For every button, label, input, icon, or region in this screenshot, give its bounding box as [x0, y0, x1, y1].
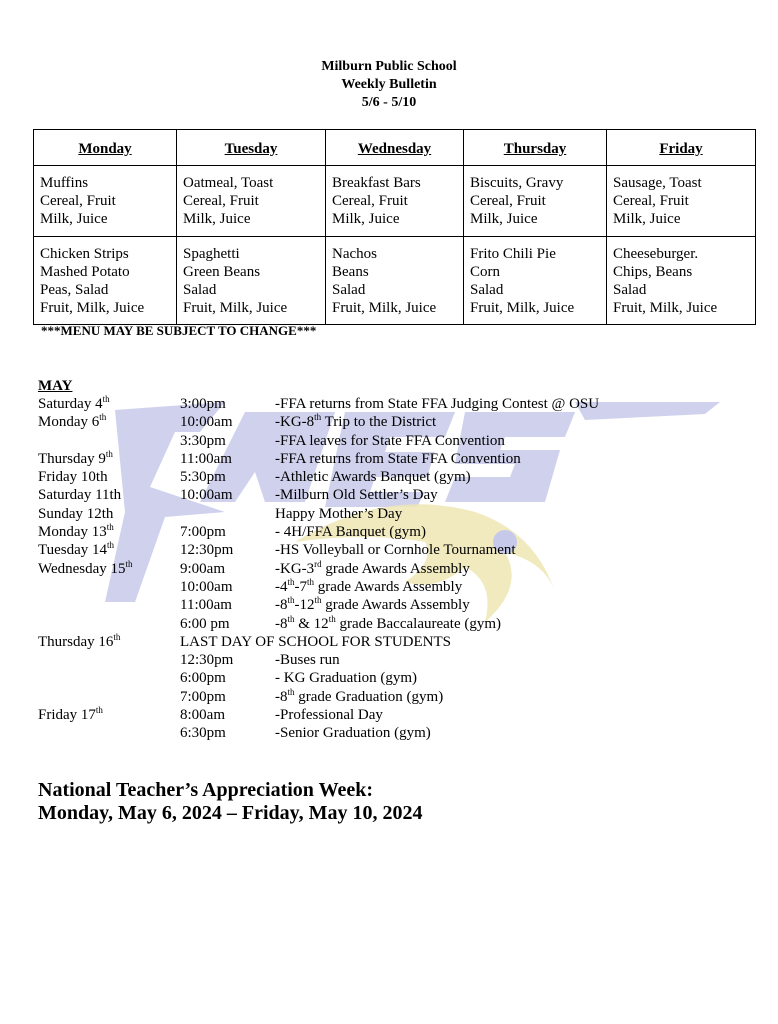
- schedule-time: 5:30pm: [180, 469, 226, 486]
- lunch-cell: Nachos Beans Salad Fruit, Milk, Juice: [326, 237, 464, 325]
- schedule-day: Friday 10th: [38, 469, 108, 486]
- schedule-event: - KG Graduation (gym): [275, 670, 418, 687]
- schedule-day: Sunday 12th: [38, 505, 114, 522]
- schedule-time: 11:00am: [180, 450, 232, 467]
- schedule-time: 9:00am: [180, 560, 225, 577]
- schedule-time: 10:00am: [180, 487, 233, 504]
- schedule-event: -FFA returns from State FFA Judging Contest @ OSU: [275, 396, 600, 412]
- schedule-event: - 4H/FFA Banquet (gym): [275, 524, 426, 541]
- day-thursday: Thursday: [464, 130, 607, 166]
- schedule-row: [38, 541, 738, 559]
- schedule-event: -Athletic Awards Banquet (gym): [275, 469, 471, 486]
- schedule-row: [38, 560, 738, 578]
- schedule-row: [38, 633, 738, 651]
- schedule-day: Friday 17th: [38, 705, 103, 724]
- menu-table: [33, 129, 756, 325]
- schedule-time: 6:30pm: [180, 725, 226, 742]
- schedule-event: -4th-7th grade Awards Assembly: [275, 576, 463, 595]
- day-monday: Monday: [34, 130, 177, 166]
- day-wednesday: Wednesday: [326, 130, 464, 166]
- schedule-time: 3:30pm: [180, 432, 226, 449]
- schedule-day: Thursday 16th: [38, 631, 121, 650]
- schedule-row: [38, 615, 738, 633]
- schedule-time: 8:00am: [180, 707, 225, 724]
- schedule-row: [38, 669, 738, 687]
- schedule-row: [38, 724, 738, 742]
- schedule-row: [38, 505, 738, 523]
- schedule-day: Wednesday 15th: [38, 558, 133, 577]
- schedule-event: -Milburn Old Settler’s Day: [275, 487, 438, 504]
- schedule-event: -FFA returns from State FFA Convention: [275, 450, 521, 467]
- schedule-row: [38, 706, 738, 724]
- schedule-time: 6:00pm: [180, 670, 226, 687]
- schedule-row: [38, 432, 738, 450]
- schedule-event: -Buses run: [275, 652, 340, 669]
- schedule-month: MAY: [38, 378, 73, 394]
- schedule-day: Tuesday 14th: [38, 540, 115, 559]
- breakfast-cell: Oatmeal, Toast Cereal, Fruit Milk, Juice: [177, 166, 326, 237]
- schedule-row: [38, 651, 738, 669]
- bulletin-dates: 5/6 - 5/10: [361, 95, 417, 110]
- menu-header-row: [34, 130, 756, 166]
- appreciation-week-title: National Teacher’s Appreciation Week:: [38, 779, 373, 801]
- schedule-day: Monday 13th: [38, 522, 114, 541]
- lunch-cell: Frito Chili Pie Corn Salad Fruit, Milk, Juice: [464, 237, 607, 325]
- schedule-time: 12:30pm: [180, 542, 234, 559]
- schedule-time: 10:00am: [180, 414, 233, 431]
- schedule-row: [38, 523, 738, 541]
- schedule-row: [38, 578, 738, 596]
- schedule-day: Thursday 9th: [38, 448, 113, 467]
- schedule-time: 3:00pm: [180, 396, 226, 412]
- schedule-time: LAST DAY OF SCHOOL FOR STUDENTS: [180, 633, 452, 650]
- bulletin-title: Weekly Bulletin: [341, 77, 437, 92]
- schedule-event: -Senior Graduation (gym): [275, 725, 431, 742]
- lunch-cell: Spaghetti Green Beans Salad Fruit, Milk, Juice: [177, 237, 326, 325]
- may-schedule: [38, 377, 738, 743]
- schedule-event: -8th-12th grade Awards Assembly: [275, 595, 470, 614]
- schedule-event: -8th & 12th grade Baccalaureate (gym): [275, 613, 502, 632]
- breakfast-cell: Breakfast Bars Cereal, Fruit Milk, Juice: [326, 166, 464, 237]
- schedule-row: [38, 486, 738, 504]
- day-tuesday: Tuesday: [177, 130, 326, 166]
- schedule-event: -KG-3rd grade Awards Assembly: [275, 558, 470, 577]
- schedule-event: -8th grade Graduation (gym): [275, 686, 444, 705]
- lunch-cell: Chicken Strips Mashed Potato Peas, Salad Fruit, Milk, Juice: [34, 237, 177, 325]
- schedule-time: 7:00pm: [180, 688, 226, 705]
- schedule-event: -Professional Day: [275, 707, 383, 724]
- schedule-time: 6:00 pm: [180, 615, 230, 632]
- lunch-cell: Cheeseburger. Chips, Beans Salad Fruit, Milk, Juice: [607, 237, 756, 325]
- school-name: Milburn Public School: [321, 59, 457, 74]
- schedule-time: 7:00pm: [180, 524, 226, 541]
- schedule-time: 11:00am: [180, 597, 232, 614]
- menu-change-notice: ***MENU MAY BE SUBJECT TO CHANGE***: [41, 323, 317, 338]
- schedule-event: -HS Volleyball or Cornhole Tournament: [275, 542, 516, 559]
- schedule-time: 12:30pm: [180, 652, 234, 669]
- schedule-row: [38, 468, 738, 486]
- appreciation-week-dates: Monday, May 6, 2024 – Friday, May 10, 2024: [38, 802, 423, 824]
- schedule-event: Happy Mother’s Day: [275, 505, 403, 522]
- schedule-row: [38, 395, 738, 413]
- breakfast-cell: Muffins Cereal, Fruit Milk, Juice: [34, 166, 177, 237]
- schedule-row: [38, 688, 738, 706]
- schedule-day: Saturday 11th: [38, 487, 122, 504]
- breakfast-cell: Sausage, Toast Cereal, Fruit Milk, Juice: [607, 166, 756, 237]
- lunch-row: [34, 237, 756, 325]
- schedule-day: Saturday 4th: [38, 394, 110, 412]
- schedule-event: -FFA leaves for State FFA Convention: [275, 432, 505, 449]
- schedule-event: -KG-8th Trip to the District: [275, 412, 437, 431]
- schedule-time: 10:00am: [180, 578, 233, 595]
- schedule-row: [38, 413, 738, 431]
- breakfast-cell: Biscuits, Gravy Cereal, Fruit Milk, Juice: [464, 166, 607, 237]
- schedule-day: Monday 6th: [38, 412, 107, 431]
- breakfast-row: [34, 166, 756, 237]
- schedule-row: [38, 450, 738, 468]
- schedule-row: [38, 596, 738, 614]
- day-friday: Friday: [607, 130, 756, 166]
